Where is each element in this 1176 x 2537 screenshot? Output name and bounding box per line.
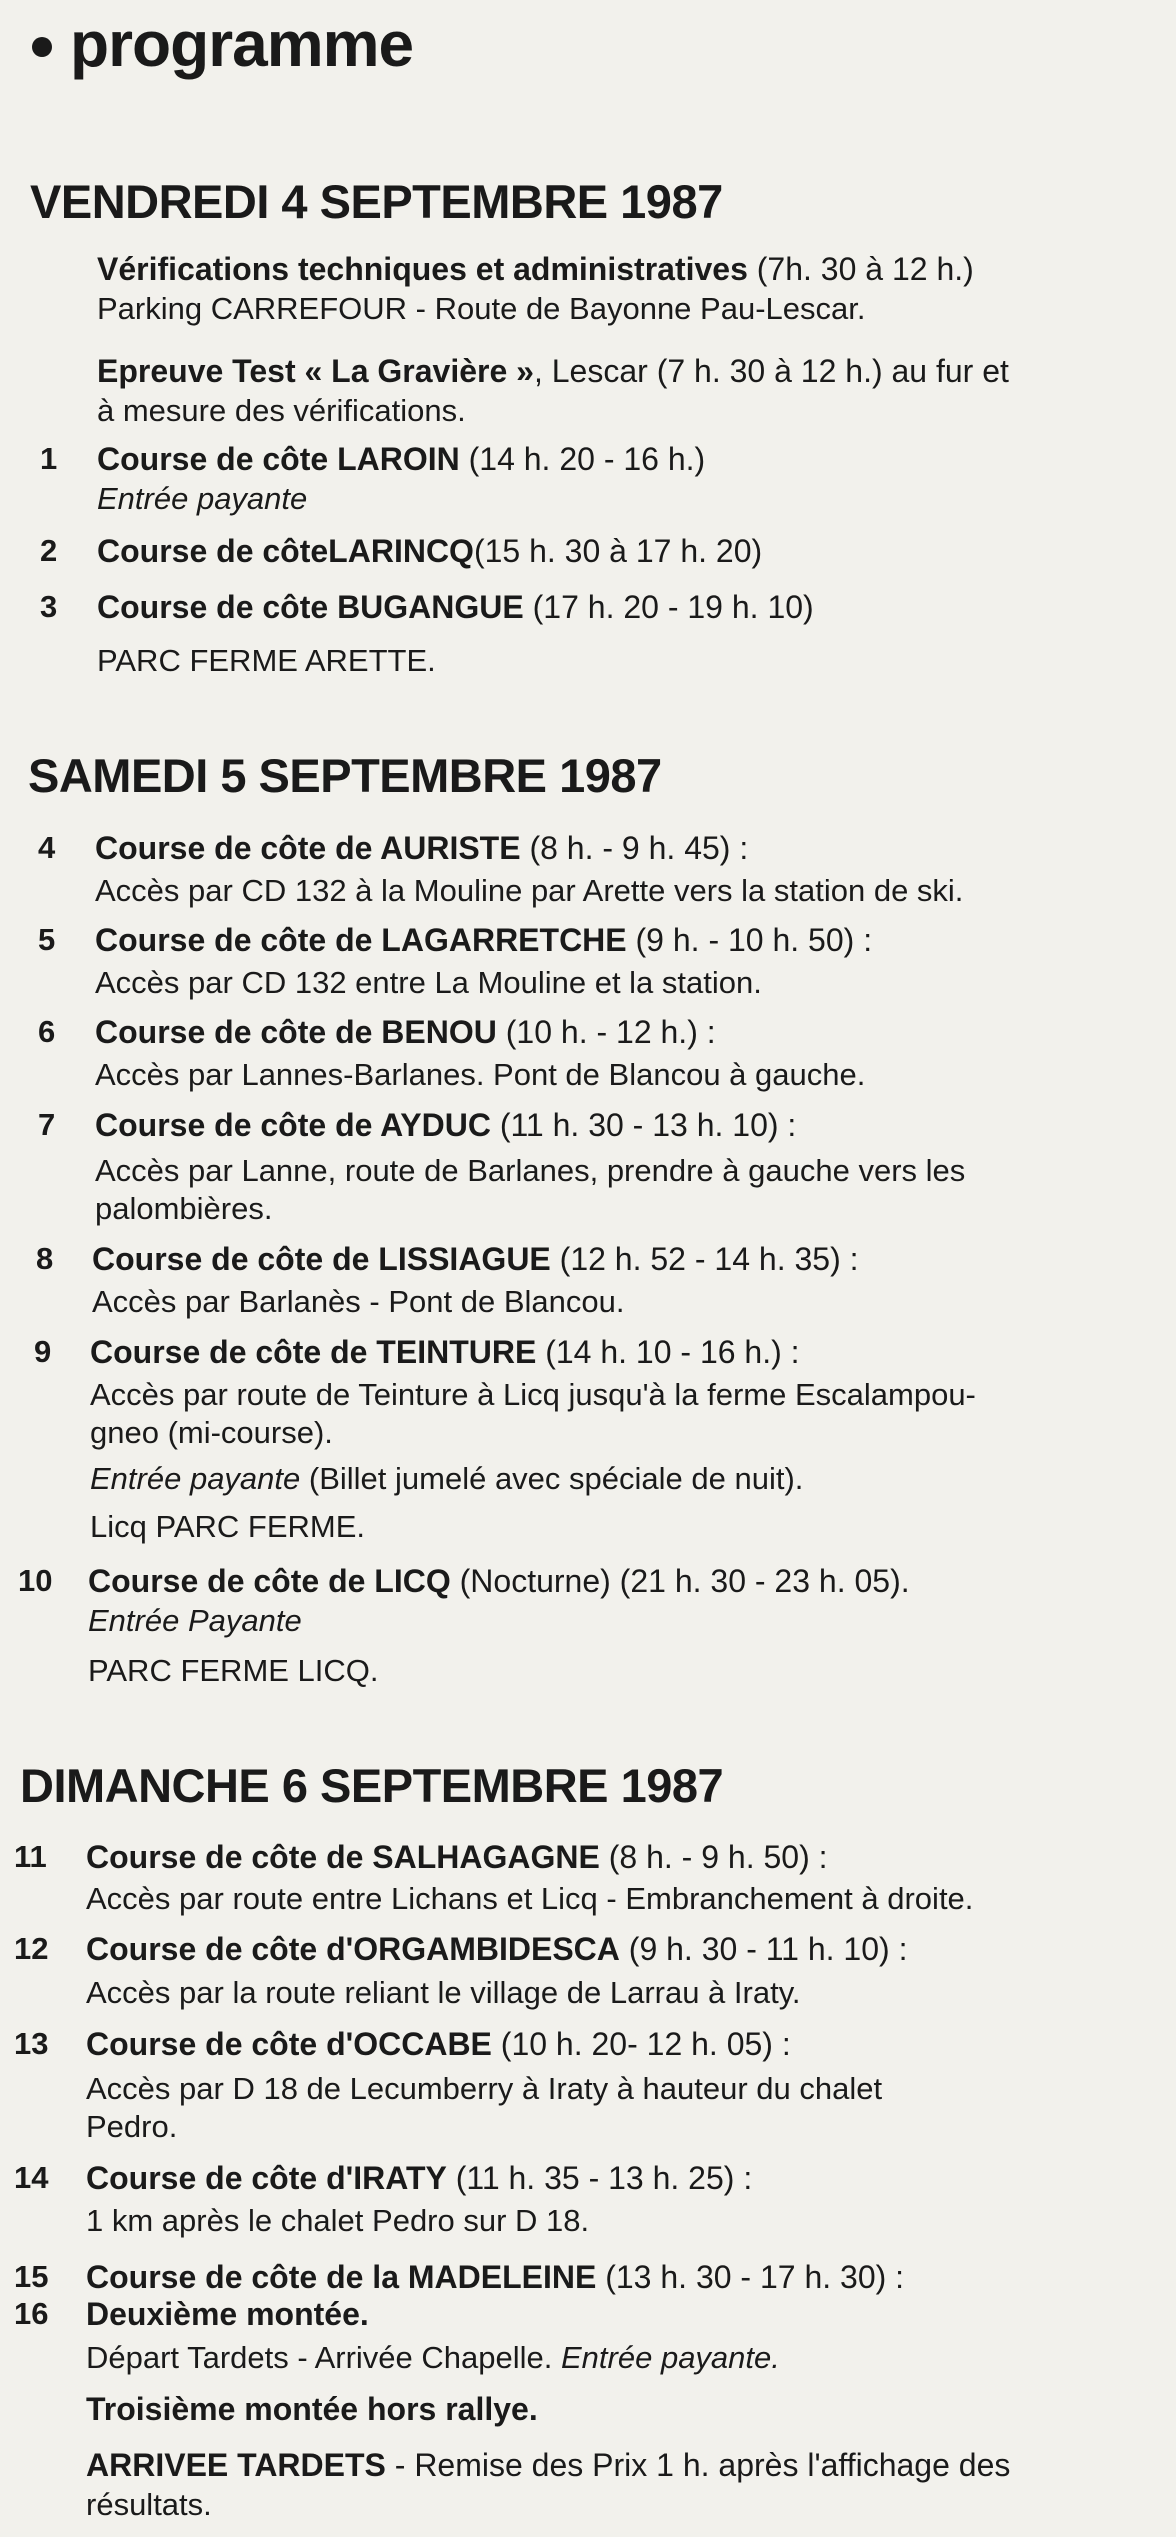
verification-place: Parking CARREFOUR - Route de Bayonne Pau-Lescar. — [97, 291, 866, 326]
stage-access: Accès par Barlanès - Pont de Blancou. — [92, 1284, 625, 1319]
stage-title: Course de côteLARINCQ(15 h. 30 à 17 h. 20) — [97, 533, 763, 569]
stage-access: gneo (mi-course). — [90, 1415, 333, 1450]
stage-number: 4 — [38, 830, 56, 865]
stage-access: Pedro. — [86, 2109, 178, 2144]
stage-title: Course de côte de SALHAGAGNE (8 h. - 9 h. 50) : — [86, 1839, 828, 1875]
stage-access: 1 km après le chalet Pedro sur D 18. — [86, 2203, 590, 2238]
stage-access: Accès par route entre Lichans et Licq - Embranchement à droite. — [86, 1881, 974, 1916]
stage-title: Course de côte d'IRATY (11 h. 35 - 13 h. 25) : — [86, 2160, 753, 2196]
parc-ferme: Licq PARC FERME. — [90, 1509, 366, 1544]
day-heading-saturday: SAMEDI 5 SEPTEMBRE 1987 — [28, 749, 662, 802]
stage-access: Accès par CD 132 entre La Mouline et la station. — [95, 965, 762, 1000]
stage-title: Course de côte de BENOU (10 h. - 12 h.) : — [95, 1014, 716, 1050]
bullet-icon — [32, 37, 52, 57]
stage-title: Course de côte de la MADELEINE (13 h. 30 - 17 h. 30) : — [86, 2259, 905, 2295]
stage-number: 16 — [14, 2296, 49, 2331]
stage-number: 6 — [38, 1014, 56, 1049]
stage-number: 2 — [40, 533, 58, 568]
third-climb: Troisième montée hors rallye. — [86, 2391, 538, 2427]
test-line-2: à mesure des vérifications. — [97, 393, 466, 428]
day-heading-sunday: DIMANCHE 6 SEPTEMBRE 1987 — [20, 1759, 724, 1812]
test-line: Epreuve Test « La Gravière », Lescar (7 h. 30 à 12 h.) au fur et — [97, 353, 1009, 389]
stage-number: 10 — [18, 1563, 53, 1598]
stage-title: Course de côte de AURISTE (8 h. - 9 h. 45) : — [95, 830, 749, 866]
stage-note: Entrée payante (Billet jumelé avec spéciale de nuit). — [90, 1461, 804, 1496]
stage-number: 12 — [14, 1931, 49, 1966]
stage-access: Accès par CD 132 à la Mouline par Arette vers la station de ski. — [95, 873, 964, 908]
stage-title: Course de côte de LICQ (Nocturne) (21 h. 30 - 23 h. 05). — [88, 1563, 910, 1599]
arrivee-line-2: résultats. — [86, 2487, 212, 2522]
stage-access: Accès par D 18 de Lecumberry à Iraty à hauteur du chalet — [86, 2071, 883, 2106]
stage-title: Course de côte de TEINTURE (14 h. 10 - 16 h.) : — [90, 1334, 800, 1370]
stage-title: Course de côte de LAGARRETCHE (9 h. - 10 h. 50) : — [95, 922, 873, 958]
stage-access: Accès par la route reliant le village de Larrau à Iraty. — [86, 1975, 801, 2010]
stage-access: palombières. — [95, 1191, 273, 1226]
stage-number: 15 — [14, 2259, 49, 2294]
stage-title: Course de côte de LISSIAGUE (12 h. 52 - 14 h. 35) : — [92, 1241, 859, 1277]
arrivee-line: ARRIVEE TARDETS - Remise des Prix 1 h. après l'affichage des — [86, 2447, 1011, 2483]
page-title — [32, 8, 413, 80]
stage-title: Deuxième montée. — [86, 2296, 369, 2332]
stage-access: Accès par route de Teinture à Licq jusqu'à la ferme Escalampou- — [90, 1377, 976, 1412]
stage-number: 11 — [14, 1839, 47, 1874]
stage-title: Course de côte d'OCCABE (10 h. 20- 12 h. 05) : — [86, 2026, 791, 2062]
stage-title: Course de côte LAROIN (14 h. 20 - 16 h.) — [97, 441, 706, 477]
parc-ferme: PARC FERME LICQ. — [88, 1653, 379, 1688]
stage-number: 5 — [38, 922, 56, 957]
stage-note: Entrée payante — [97, 481, 308, 516]
title-text: programme — [70, 8, 414, 80]
stage-note: Entrée Payante — [88, 1603, 302, 1638]
stage-access: Accès par Lannes-Barlanes. Pont de Blancou à gauche. — [95, 1057, 866, 1092]
stage-number: 14 — [14, 2160, 49, 2195]
day-heading-friday: VENDREDI 4 SEPTEMBRE 1987 — [30, 175, 723, 228]
parc-ferme: PARC FERME ARETTE. — [97, 643, 436, 678]
stage-access: Départ Tardets - Arrivée Chapelle. Entrée payante. — [86, 2340, 780, 2375]
stage-title: Course de côte de AYDUC (11 h. 30 - 13 h. 10) : — [95, 1107, 797, 1143]
stage-number: 1 — [40, 441, 58, 476]
stage-number: 13 — [14, 2026, 49, 2061]
stage-number: 9 — [34, 1334, 52, 1369]
stage-number: 7 — [38, 1107, 56, 1142]
stage-access: Accès par Lanne, route de Barlanes, prendre à gauche vers les — [95, 1153, 966, 1188]
stage-title: Course de côte BUGANGUE (17 h. 20 - 19 h. 10) — [97, 589, 814, 625]
verification-line: Vérifications techniques et administratives (7h. 30 à 12 h.) — [97, 251, 974, 287]
stage-number: 3 — [40, 589, 58, 624]
stage-title: Course de côte d'ORGAMBIDESCA (9 h. 30 - 11 h. 10) : — [86, 1931, 908, 1967]
stage-number: 8 — [36, 1241, 54, 1276]
